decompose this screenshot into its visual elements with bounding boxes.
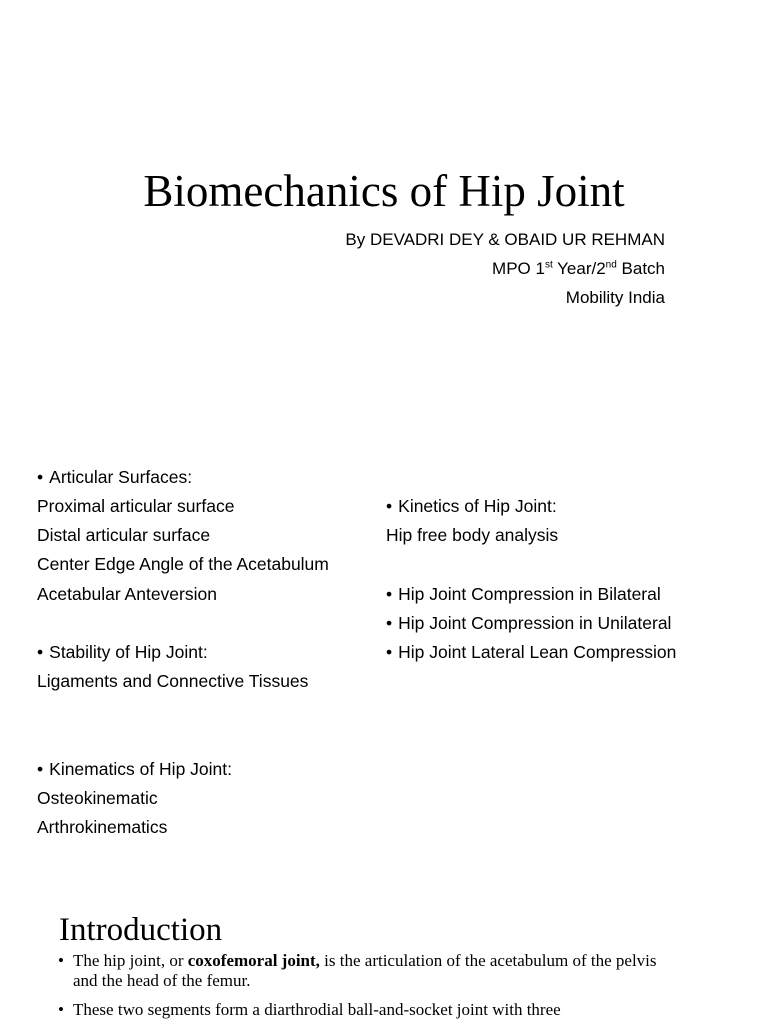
list-item: Arthrokinematics bbox=[37, 817, 168, 837]
articular-surfaces-heading: • Articular Surfaces: bbox=[37, 465, 192, 489]
authors-line: By DEVADRI DEY & OBAID UR REHMAN bbox=[345, 230, 665, 249]
list-item: Proximal articular surface bbox=[37, 496, 235, 516]
kinetics-heading: • Kinetics of Hip Joint: bbox=[386, 494, 557, 518]
list-item: • Hip Joint Compression in Bilateral bbox=[386, 582, 661, 606]
batch-sup-first: st bbox=[544, 259, 553, 271]
batch-suffix: Batch bbox=[616, 259, 665, 278]
intro-bullet bbox=[58, 1000, 658, 1020]
intro-text-after: is the articulation of the acetabulum of the pelvis and the head of the femur. bbox=[73, 951, 657, 990]
list-item: Hip free body analysis bbox=[386, 525, 559, 545]
list-item: • Hip Joint Lateral Lean Compression bbox=[386, 640, 676, 664]
intro-text-before: The hip joint, or bbox=[73, 951, 188, 970]
page-title: Biomechanics of Hip Joint bbox=[143, 166, 625, 216]
batch-prefix: MPO 1 bbox=[492, 259, 545, 278]
intro-text-bold: coxofemoral joint, bbox=[187, 951, 320, 970]
batch-middle: Year/2 bbox=[552, 259, 606, 278]
list-item: Center Edge Angle of the Acetabulum bbox=[37, 554, 329, 574]
introduction-heading: Introduction bbox=[59, 912, 223, 948]
batch-line bbox=[492, 257, 665, 281]
list-item: Acetabular Anteversion bbox=[37, 584, 217, 604]
list-item: • Hip Joint Compression in Unilateral bbox=[386, 611, 671, 635]
batch-sup-second: nd bbox=[605, 259, 617, 271]
kinematics-heading: • Kinematics of Hip Joint: bbox=[37, 757, 232, 781]
bullet-marker: • bbox=[58, 951, 64, 970]
intro-bullet bbox=[58, 951, 658, 991]
list-item: Distal articular surface bbox=[37, 525, 211, 545]
list-item: Osteokinematic bbox=[37, 788, 158, 808]
intro-bullet-text: These two segments form a diarthrodial ball-and-socket joint with three bbox=[73, 1000, 561, 1019]
list-item: Ligaments and Connective Tissues bbox=[37, 671, 309, 691]
organization-line: Mobility India bbox=[565, 288, 665, 307]
intro-bullet-text bbox=[73, 951, 658, 991]
bullet-marker: • bbox=[58, 1000, 64, 1019]
stability-heading: • Stability of Hip Joint: bbox=[37, 640, 208, 664]
